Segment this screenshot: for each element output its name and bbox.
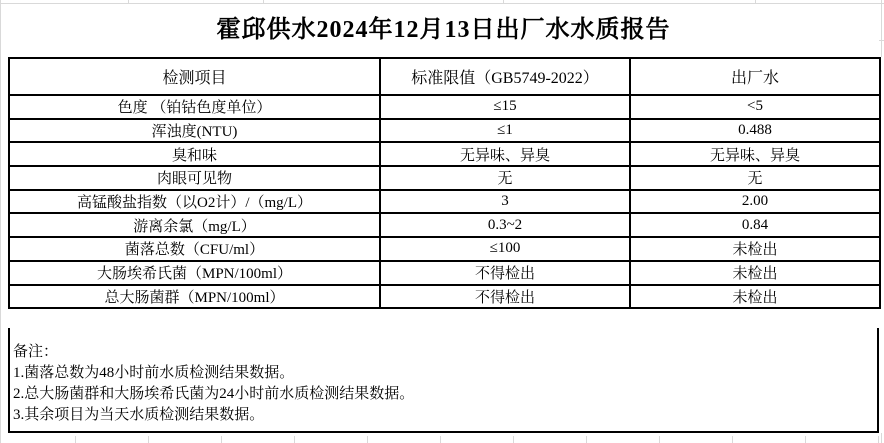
table-row [9, 213, 880, 237]
gridline [732, 436, 733, 443]
gridline [878, 436, 879, 443]
note-line-3: 3.其余项目为当天水质检测结果数据。 [13, 407, 265, 423]
table-row [9, 119, 880, 143]
cell-value: 未检出 [630, 285, 880, 309]
gridline [148, 436, 149, 443]
cell-limit: 无异味、异臭 [380, 142, 630, 166]
cell-limit: ≤15 [380, 95, 630, 119]
cell-item: 大肠埃希氏菌（MPN/100ml） [9, 261, 380, 285]
cell-item: 菌落总数（CFU/ml） [9, 237, 380, 261]
notes-label: 备注： [13, 344, 59, 360]
table-row [9, 261, 880, 285]
water-quality-table [8, 57, 881, 309]
note-line-1: 1.菌落总数为48小时前水质检测结果数据。 [13, 365, 295, 381]
table-row [9, 237, 880, 261]
column-header-value: 出厂水 [630, 58, 880, 95]
gridline [879, 40, 884, 41]
cell-item: 总大肠菌群（MPN/100ml） [9, 285, 380, 309]
cell-item: 浑浊度(NTU) [9, 119, 380, 143]
notes [8, 328, 879, 433]
cell-value: 0.488 [630, 119, 880, 143]
cell-value: 2.00 [630, 190, 880, 214]
gridline [513, 436, 514, 443]
table-row [9, 95, 880, 119]
gridline [881, 0, 882, 57]
cell-item: 臭和味 [9, 142, 380, 166]
column-header-limit: 标准限值（GB5749-2022） [380, 58, 630, 95]
cell-value: 无异味、异臭 [630, 142, 880, 166]
table-row [9, 142, 880, 166]
table-row [9, 166, 880, 190]
table-header-row [9, 58, 880, 95]
gridline [881, 433, 882, 443]
gridline [0, 0, 1, 443]
table-row [9, 285, 880, 309]
cell-value: 0.84 [630, 213, 880, 237]
cell-limit: 0.3~2 [380, 213, 630, 237]
table-row [9, 190, 880, 214]
gridline [367, 436, 368, 443]
column-header-item: 检测项目 [9, 58, 380, 95]
cell-limit: ≤100 [380, 237, 630, 261]
gridline [586, 436, 587, 443]
gridline [805, 436, 806, 443]
gridline [294, 436, 295, 443]
cell-item: 游离余氯（mg/L） [9, 213, 380, 237]
cell-item: 肉眼可见物 [9, 166, 380, 190]
cell-value: 无 [630, 166, 880, 190]
cell-item: 色度 （铂钴色度单位） [9, 95, 380, 119]
cell-value: 未检出 [630, 237, 880, 261]
cell-limit: ≤1 [380, 119, 630, 143]
cell-limit: 无 [380, 166, 630, 190]
cell-item: 高锰酸盐指数（以O2计）/（mg/L） [9, 190, 380, 214]
cell-limit: 不得检出 [380, 261, 630, 285]
cell-value: <5 [630, 95, 880, 119]
gridline [440, 436, 441, 443]
page-title: 霍邱供水2024年12月13日出厂水水质报告 [216, 17, 671, 43]
cell-limit: 3 [380, 190, 630, 214]
gridline [659, 436, 660, 443]
cell-value: 未检出 [630, 261, 880, 285]
gridline [75, 436, 76, 443]
gridline [221, 436, 222, 443]
cell-limit: 不得检出 [380, 285, 630, 309]
note-line-2: 2.总大肠菌群和大肠埃希氏菌为24小时前水质检测结果数据。 [13, 386, 415, 402]
